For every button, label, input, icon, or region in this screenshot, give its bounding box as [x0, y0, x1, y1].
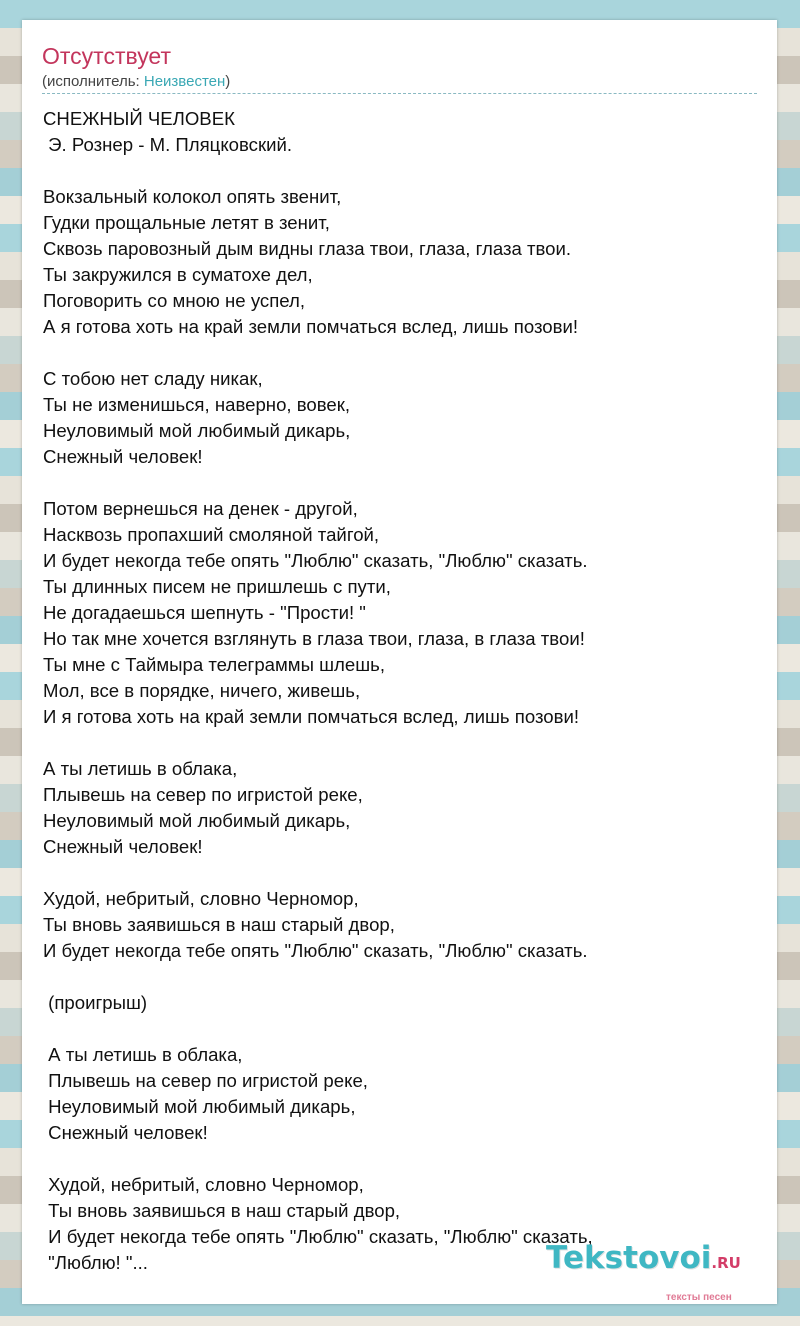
lyrics-card	[22, 20, 777, 1304]
performer-link[interactable]: Неизвестен	[143, 73, 226, 90]
performer-suffix: )	[225, 73, 231, 90]
logo-tld: .RU	[711, 1254, 741, 1272]
logo-wordmark: Tekstovoi	[546, 1240, 712, 1276]
song-title: Отсутствует	[42, 43, 171, 69]
lyrics-text: СНЕЖНЫЙ ЧЕЛОВЕК Э. Рознер - М. Пляцковский. Вокзальный колокол опять звенит, Гудки прощальные летят в зенит, Сквозь паровозный дым видны глаза твои, глаза, глаза твои. Ты закружился в суматохе дел, Поговорить со мною не успел, А я готова хоть на край земли помчаться вслед, лишь позови! С тобою нет сладу никак, Ты не изменишься, наверно, вовек, Неуловимый мой любимый дикарь, Снежный человек! Потом вернешься на денек - другой, Насквозь пропахший смоляной тайгой, И будет некогда тебе опять "Люблю" сказать, "Люблю" сказать. Ты длинных писем не пришлешь с пути, Не догадаешься шепнуть - "Прости! " Но так мне хочется взглянуть в глаза твои, глаза, в глаза твои! Ты мне с Таймыра телеграммы шлешь, Мол, все в порядке, ничего, живешь, И я готова хоть на край земли помчаться вслед, лишь позови! А ты летишь в облака, Плывешь на север по игристой реке, Неуловимый мой любимый дикарь, Снежный человек! Худой, небритый, словно Черномор, Ты вновь заявишься в наш старый двор, И будет некогда тебе опять "Люблю" сказать, "Люблю" сказать. (проигрыш) А ты летишь в облака, Плывешь на север по игристой реке, Неуловимый мой любимый дикарь, Снежный человек! Худой, небритый, словно Черномор, Ты вновь заявишься в наш старый двор, И будет некогда тебе опять "Люблю" сказать, "Люблю" сказать, "Люблю! "...	[43, 108, 593, 1273]
logo-subtitle: тексты песен	[666, 1292, 732, 1303]
performer-prefix: (исполнитель:	[42, 73, 144, 90]
header-divider	[42, 93, 757, 94]
performer-line	[42, 72, 230, 92]
site-logo[interactable]	[546, 1240, 741, 1276]
